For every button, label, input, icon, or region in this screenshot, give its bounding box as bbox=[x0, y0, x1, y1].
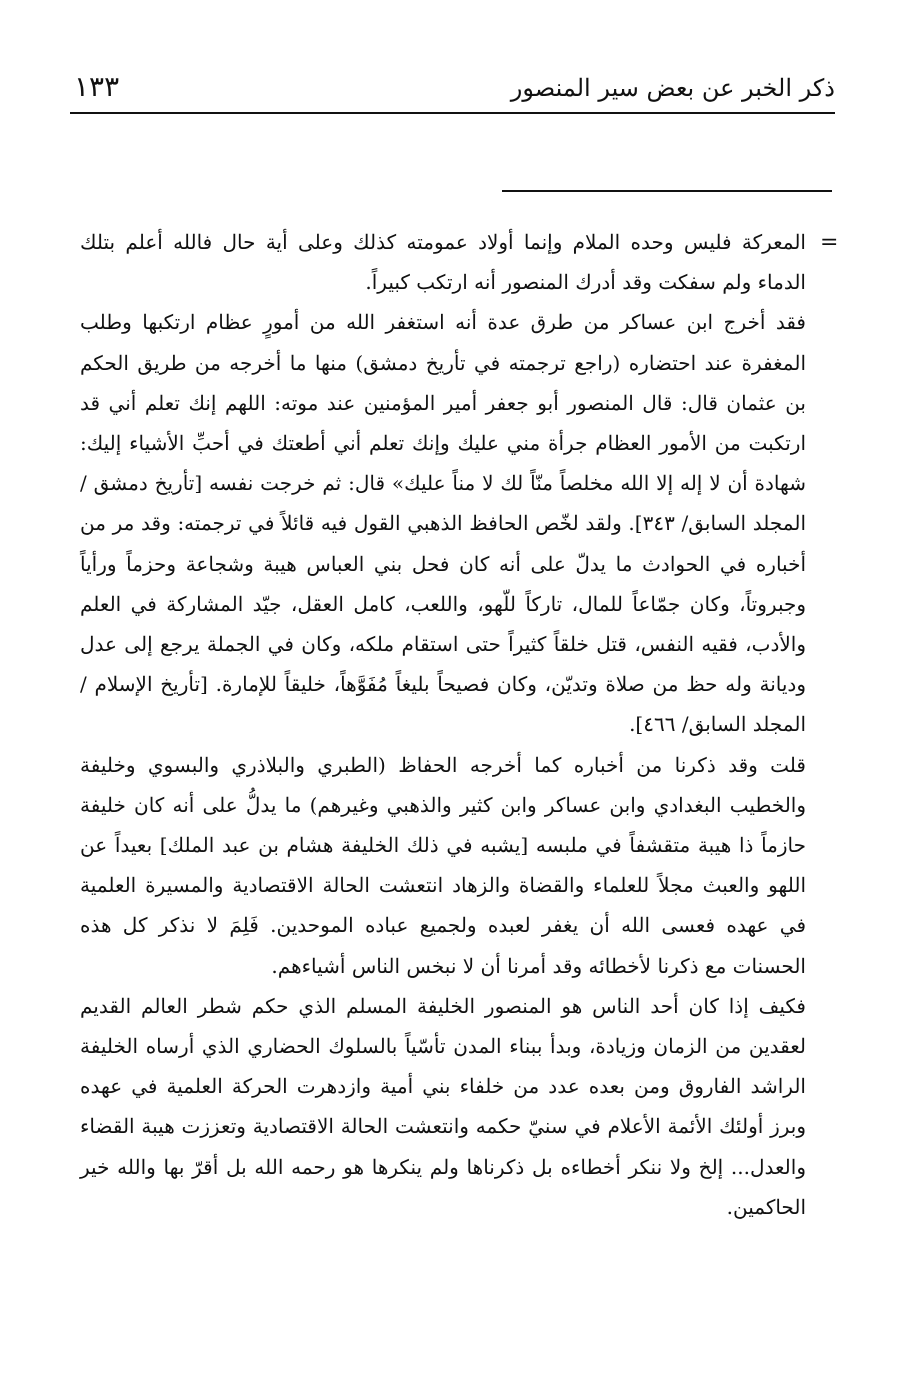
header-rule bbox=[70, 112, 835, 114]
paragraph-1: المعركة فليس وحده الملام وإنما أولاد عمومته كذلك وعلى أية حال فالله أعلم بتلك الدماء ولم سفكت وقد أدرك المنصور أنه ارتكب كبيراً. bbox=[80, 230, 806, 295]
running-head: ذكر الخبر عن بعض سير المنصور bbox=[510, 74, 835, 102]
footnote-separator bbox=[502, 190, 832, 192]
page-number: ١٣٣ bbox=[74, 70, 120, 103]
footnote-body bbox=[80, 222, 806, 1227]
paragraph-4: فكيف إذا كان أحد الناس هو المنصور الخليفة المسلم الذي حكم شطر العالم القديم لعقدين من الزمان وزيادة، وبدأ ببناء المدن تأسّياً بالسلوك الحضاري الذي أرساه الخليفة الراشد الفاروق ومن بعده عدد من خلفاء بني أمية وازدهرت الحركة العلمية في عهده وبرز أولئك الأئمة الأعلام في سنيّ حكمه وانتعشت الحالة الاقتصادية وتعززت هيبة القضاء والعدل... إلخ ولا ننكر أخطاءه بل ذكرناها ولم ينكرها هو رحمه الله بل أقرّ بها والله خير الحاكمين. bbox=[80, 993, 806, 1219]
paragraph-2: فقد أخرج ابن عساكر من طرق عدة أنه استغفر الله من أمورٍ عظام ارتكبها وطلب المغفرة عند احتضاره (راجع ترجمته في تأريخ دمشق) منها ما أخرجه من طريق الحكم بن عثمان قال: قال المنصور أبو جعفر أمير المؤمنين عند موته: اللهم إنك تعلم أني قد ارتكبت من الأمور العظام جرأة مني عليك وإنك تعلم أني أطعتك في أحبِّ الأشياء إليك: شهادة أن لا إله إلا الله مخلصاً منّاً لك لا مناً عليك» قال: ثم خرجت نفسه [تأريخ دمشق / المجلد السابق/ ٣٤٣]. ولقد لخّص الحافظ الذهبي القول فيه قائلاً في ترجمته: وقد مر من أخباره في الحوادث ما يدلّ على أنه كان فحل بني العباس هيبة وشجاعة وحزماً ورأياً وجبروتاً، وكان جمّاعاً للمال، تاركاً للّهو، واللعب، كامل العقل، جيّد المشاركة في العلم والأدب، فقيه النفس، قتل خلقاً كثيراً حتى استقام ملكه، وكان في الجملة يرجع إلى عدل وديانة وله حظ من صلاة وتديّن، وكان فصيحاً بليغاً مُفَوَّهاً، خليقاً للإمارة. [تأريخ الإسلام / المجلد السابق/ ٤٦٦]. bbox=[80, 310, 807, 737]
continuation-mark: = bbox=[820, 230, 839, 255]
paragraph-3: قلت وقد ذكرنا من أخباره كما أخرجه الحفاظ (الطبري والبلاذري والبسوي وخليفة والخطيب البغدادي وابن عساكر وابن كثير والذهبي وغيرهم) ما يدلُّ على أنه كان خليفة حازماً ذا هيبة متقشفاً في ملبسه [يشبه في ذلك الخليفة هشام بن عبد الملك] بعيداً عن اللهو والعبث مجلاً للعلماء والقضاة والزهاد انتعشت الحالة الاقتصادية والمسيرة العلمية في عهده فعسى الله أن يغفر لعبده ولجميع عباده الموحدين. فَلِمَ لا نذكر كل هذه الحسنات مع ذكرنا لأخطائه وقد أمرنا أن لا نبخس الناس أشياءهم. bbox=[80, 752, 806, 978]
page-header bbox=[70, 60, 835, 110]
